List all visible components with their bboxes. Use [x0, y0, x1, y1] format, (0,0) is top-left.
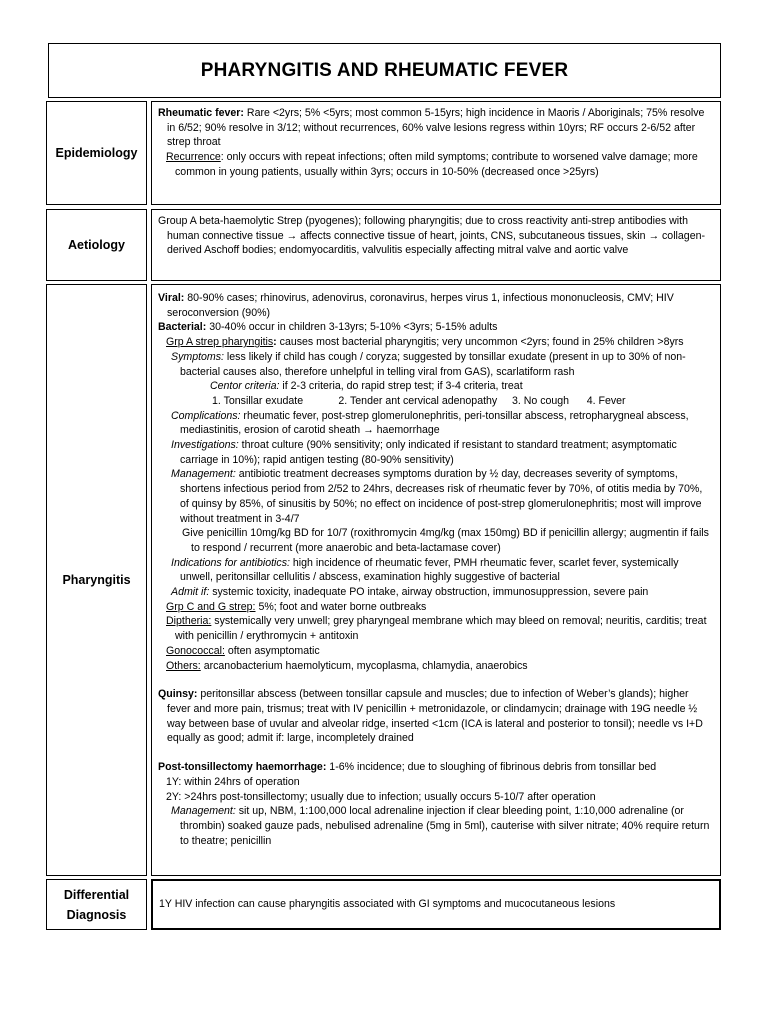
management-heading: Management: — [171, 468, 236, 481]
symptoms-paragraph — [158, 350, 714, 379]
centor-text: if 2-3 criteria, do rapid strep test; if 3-4 criteria, treat — [279, 380, 523, 393]
grp-a-text: causes most bacterial pharyngitis; very uncommon <2yrs; found in 25% children >8yrs — [276, 336, 684, 349]
admit-text: systemic toxicity, inadequate PO intake, airway obstruction, immunosuppression, severe pain — [209, 586, 649, 599]
penicillin-paragraph: Give penicillin 10mg/kg BD for 10/7 (roxithromycin 4mg/kg (max 150mg) BD if penicillin allergy; augmentin if fails to respond / recurrent (more anaerobic and beta-lactamase cover) — [182, 527, 709, 554]
gonococcal-paragraph — [158, 644, 714, 659]
grp-a-heading: Grp A strep pharyngitis — [166, 336, 274, 349]
rheumatic-fever-heading: Rheumatic fever: — [158, 107, 244, 119]
others-text: arcanobacterium haemolyticum, mycoplasma, chlamydia, anaerobics — [200, 659, 528, 672]
indications-paragraph — [158, 556, 714, 585]
aetiology-label — [46, 209, 147, 281]
aetiology-text: Group A beta-haemolytic Strep (pyogenes); following pharyngitis; due to cross reactivity anti-strep antibodies with human connective tissue → affects connective tissue of heart, joints, CNS, subcutaneous tissues, skin → collagen-derived Aschoff bodies; endomyocarditis, valvulitis especially affecting mitral valve and aortic valve — [158, 215, 706, 257]
investigations-text: throat culture (90% sensitivity; only indicated if resistant to standard treatment; asymptomatic carriage in 10%); rapid antigen testing (80-90% sensitivity) — [180, 439, 677, 466]
rheumatic-fever-paragraph — [158, 106, 714, 150]
complications-text: rheumatic fever, post-strep glomerulonephritis, peri-tonsillar abscess, retropharygneal abscess, mediastinitis, erosion of carotid sheath → haemorrhage — [180, 409, 689, 437]
quinsy-heading: Quinsy: — [158, 688, 198, 701]
investigations-paragraph — [158, 438, 714, 467]
haemorrhage-management-paragraph — [158, 804, 714, 848]
complications-paragraph — [158, 409, 714, 438]
bacterial-paragraph — [158, 320, 714, 335]
bacterial-text: 30-40% occur in children 3-13yrs; 5-10% <3yrs; 5-15% adults — [206, 321, 498, 334]
admit-heading: Admit if: — [171, 586, 210, 599]
post-tonsillectomy-text: 1-6% incidence; due to sloughing of fibrinous debris from tonsillar bed — [326, 761, 657, 774]
management-paragraph — [158, 467, 714, 526]
investigations-heading: Investigations: — [171, 439, 239, 452]
differential-label-line1: Differential — [63, 887, 130, 902]
diptheria-heading: Diptheria: — [166, 615, 212, 628]
post-tonsillectomy-heading: Post-tonsillectomy haemorrhage: — [158, 761, 327, 774]
grp-cg-paragraph — [158, 600, 714, 615]
indications-text: high incidence of rheumatic fever, PMH rheumatic fever, scarlet fever, systemically unwell, peritonsillar cellulitis / abscess, examination highly suggestive of bacterial — [180, 556, 679, 584]
centor-paragraph — [158, 379, 714, 394]
haemorrhage-management-heading: Management: — [171, 805, 236, 818]
page-title: PHARYNGITIS AND RHEUMATIC FEVER — [48, 43, 721, 98]
epidemiology-content — [151, 101, 721, 205]
aetiology-content — [151, 209, 721, 281]
spacer — [158, 746, 714, 760]
quinsy-text: peritonsillar abscess (between tonsillar capsule and muscles; due to infection of Weber’s glands); higher fever and more pain, trismus; treat with IV penicillin + metronidazole, or clindamycin; drainage with 19G needle ½ way between base of uvular and alveolar ridge, inserted <1cm (ICA is lateral and posterior to tonsil); needle vs I+D equally as good; admit if: large, incompletely drained — [167, 688, 703, 745]
centor-heading: Centor criteria: — [210, 380, 280, 393]
management-text: antibiotic treatment decreases symptoms duration by ½ day, decreases severity of symptoms, shortens infectious period from 2/52 to 24hrs, decreases risk of rheumatic fever by 70%, of otitis media by 70%, of quinsy by 85%, of sinusitis by 50%; no effect on incidence of post-strep glomerulonephritis; most will improve without treatment in 3-4/7 — [180, 468, 703, 525]
viral-heading: Viral: — [158, 292, 185, 304]
complications-heading: Complications: — [171, 409, 241, 422]
diptheria-text: systemically very unwell; grey pharyngeal membrane which may bleed on removal; neuritis, carditis; treat with penicillin / erythromycin + antitoxin — [175, 615, 707, 643]
symptoms-heading: Symptoms: — [171, 350, 224, 363]
differential-content — [151, 879, 721, 930]
differential-label — [46, 879, 147, 930]
centor-criteria-list: 1. Tonsillar exudate 2. Tender ant cervical adenopathy 3. No cough 4. Fever — [212, 394, 626, 407]
recurrence-text: : only occurs with repeat infections; often mild symptoms; contribute to worsened valve damage; more common in young patients, usually within 3yrs; occurs in 10-50% (decreased once >25yrs) — [175, 151, 698, 178]
haemorrhage-management-text: sit up, NBM, 1:100,000 local adrenaline injection if clear bleeding point, 1:10,000 adrenaline (or thrombin) soaked gauze pads, nebulised adrenaline (5mg in 5ml), cauterise with silver nitrate; 40% require return to theatre; penicillin — [180, 805, 710, 847]
grp-cg-heading: Grp C and G strep: — [166, 600, 256, 613]
differential-text: 1Y HIV infection can cause pharyngitis associated with GI symptoms and mucocutaneous lesions — [159, 898, 616, 911]
pharyngitis-label — [46, 284, 147, 876]
epidemiology-label-text: Epidemiology — [55, 146, 138, 160]
symptoms-text: less likely if child has cough / coryza; suggested by tonsillar exudate (present in up to 30% of non-bacterial causes also, therefore unhelpful in telling viral from GAS), scarlatiform rash — [180, 350, 686, 378]
primary-haemorrhage-line: 1Y: within 24hrs of operation — [166, 775, 300, 788]
grp-a-paragraph — [158, 335, 714, 350]
diptheria-paragraph — [158, 614, 714, 643]
gonococcal-text: often asymptomatic — [224, 644, 320, 657]
grp-a-colon: : — [273, 336, 277, 349]
secondary-haemorrhage-line: 2Y: >24hrs post-tonsillectomy; usually due to infection; usually occurs 5-10/7 after operation — [166, 790, 596, 803]
others-paragraph — [158, 659, 714, 674]
gonococcal-heading: Gonococcal: — [166, 644, 225, 657]
admit-paragraph — [158, 585, 714, 600]
epidemiology-label — [46, 101, 147, 205]
post-tonsillectomy-paragraph — [158, 760, 714, 775]
others-heading: Others: — [166, 659, 201, 672]
spacer — [158, 673, 714, 687]
pharyngitis-content — [151, 284, 721, 876]
viral-paragraph — [158, 291, 714, 320]
quinsy-paragraph — [158, 687, 714, 746]
grp-cg-text: 5%; foot and water borne outbreaks — [255, 600, 427, 613]
differential-label-line2: Diagnosis — [66, 907, 127, 922]
indications-heading: Indications for antibiotics: — [171, 556, 290, 569]
viral-text: 80-90% cases; rhinovirus, adenovirus, coronavirus, herpes virus 1, infectious mononucleosis, CMV; HIV seroconversion (90%) — [167, 292, 674, 319]
pharyngitis-label-text: Pharyngitis — [62, 573, 131, 587]
recurrence-heading: Recurrence — [166, 151, 221, 164]
bacterial-heading: Bacterial: — [158, 321, 207, 334]
rheumatic-fever-text: Rare <2yrs; 5% <5yrs; most common 5-15yrs; high incidence in Maoris / Aboriginals; 75% resolve in 6/52; 90% resolve in 3/12; without recurrences, 60% valve lesions regress within 10yrs; RF occurs 2-6/52 after strep throat — [167, 107, 705, 149]
recurrence-paragraph — [158, 150, 714, 179]
aetiology-label-text: Aetiology — [68, 238, 125, 252]
